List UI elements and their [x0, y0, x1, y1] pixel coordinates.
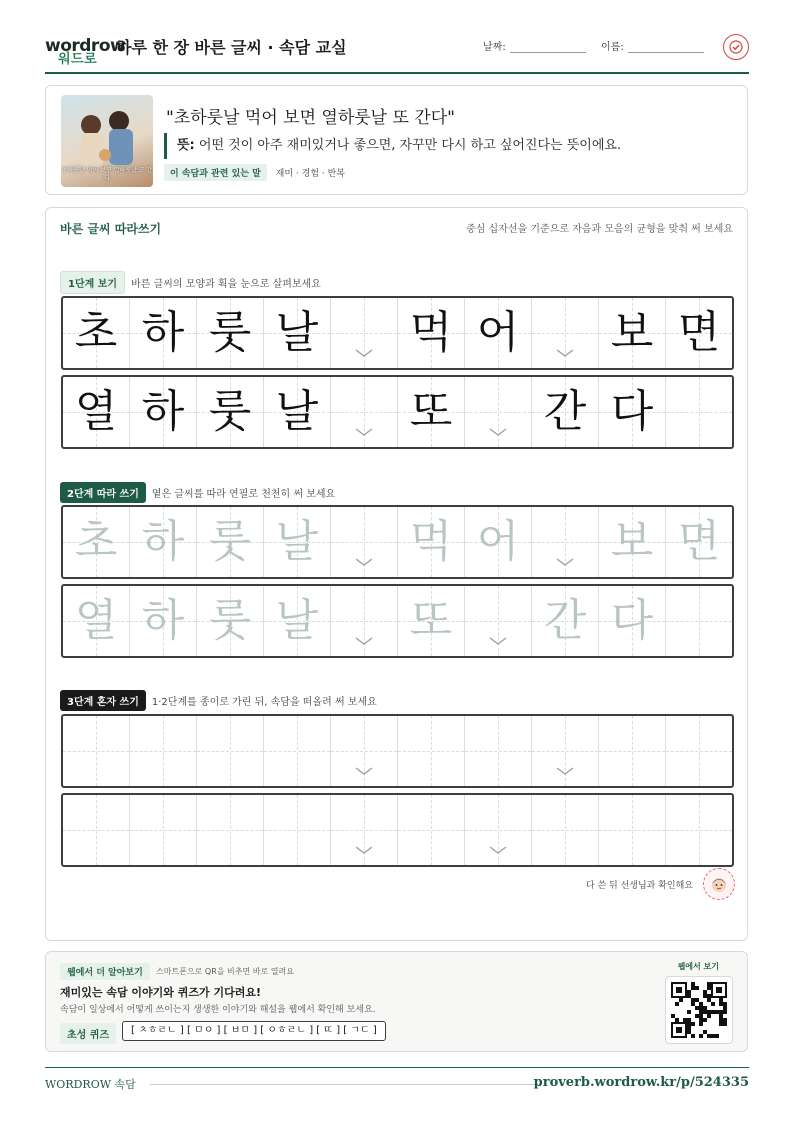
grid-cell[interactable] — [532, 586, 599, 656]
model-character: 또 — [409, 386, 453, 437]
grid-cell — [398, 377, 465, 447]
space-marker-icon — [354, 343, 374, 362]
grid-cell[interactable] — [197, 795, 264, 865]
date-field[interactable] — [483, 38, 586, 53]
grid-cell[interactable] — [666, 586, 732, 656]
grid-cell — [197, 377, 264, 447]
date-label: 날짜: — [483, 42, 506, 53]
proverb-card — [45, 85, 748, 195]
stage1-row-2 — [61, 375, 734, 449]
model-character: 열 — [74, 386, 118, 437]
grid-cell — [331, 298, 398, 368]
grid-cell — [63, 377, 130, 447]
trace-character: 열 — [74, 595, 118, 646]
grid-cell[interactable] — [398, 795, 465, 865]
grid-cell — [398, 298, 465, 368]
trace-character: 면 — [677, 516, 721, 567]
footer-url[interactable]: proverb.wordrow.kr/p/524335 — [533, 1075, 749, 1090]
trace-character: 룻 — [208, 516, 252, 567]
related-list: 재미 · 경험 · 반복 — [275, 169, 345, 179]
grid-cell — [331, 377, 398, 447]
check-stamp-icon — [723, 34, 749, 60]
model-character: 룻 — [208, 386, 252, 437]
space-marker-icon — [354, 761, 374, 780]
stage2-row-2[interactable] — [61, 584, 734, 658]
grid-cell[interactable] — [264, 795, 331, 865]
grid-cell — [532, 377, 599, 447]
qr-code-icon[interactable] — [665, 976, 733, 1044]
grid-cell[interactable] — [264, 586, 331, 656]
space-marker-icon — [555, 343, 575, 362]
logo-korean: 워드로 — [58, 52, 98, 67]
web-description: 속담이 일상에서 어떻게 쓰이는지 생생한 이야기와 해설을 웹에서 확인해 보세요. — [60, 1005, 376, 1015]
page-title: 하루 한 장 바른 글씨 · 속담 교실 — [116, 38, 347, 57]
footer-brand: WORDROW 속담 — [45, 1078, 136, 1091]
proverb-illustration — [61, 95, 153, 187]
practice-title: 바른 글씨 따라쓰기 — [60, 222, 162, 236]
grid-cell[interactable] — [63, 507, 130, 577]
grid-cell[interactable] — [130, 716, 197, 786]
meaning-text: 어떤 것이 아주 재미있거나 좋으면, 자꾸만 다시 하고 싶어진다는 뜻이에요. — [198, 138, 622, 153]
grid-cell[interactable] — [532, 507, 599, 577]
grid-cell[interactable] — [130, 586, 197, 656]
logo-wordmark: wordrow — [45, 36, 126, 56]
trace-character: 먹 — [409, 516, 453, 567]
practice-card — [45, 207, 748, 941]
proverb-meaning — [164, 133, 621, 159]
grid-cell[interactable] — [465, 716, 532, 786]
web-promo-card — [45, 951, 748, 1052]
grid-cell[interactable] — [465, 586, 532, 656]
model-character: 면 — [677, 307, 721, 358]
trace-character: 보 — [610, 516, 654, 567]
grid-cell — [130, 298, 197, 368]
model-character: 초 — [74, 307, 118, 358]
teacher-face-icon — [703, 868, 735, 900]
date-line[interactable] — [510, 41, 586, 53]
grid-cell[interactable] — [398, 716, 465, 786]
grid-cell[interactable] — [63, 586, 130, 656]
stage1-desc: 바른 글씨의 모양과 획을 눈으로 살펴보세요 — [131, 279, 321, 290]
grid-cell — [666, 377, 732, 447]
grid-cell — [465, 377, 532, 447]
web-subtext: 스마트폰으로 QR을 비추면 바로 열려요 — [156, 967, 294, 976]
grid-cell — [264, 377, 331, 447]
trace-character: 하 — [141, 595, 185, 646]
grid-cell[interactable] — [331, 586, 398, 656]
stage3-row-2[interactable] — [61, 793, 734, 867]
space-marker-icon — [488, 631, 508, 650]
page-footer — [45, 1067, 749, 1091]
grid-cell — [130, 377, 197, 447]
model-character: 간 — [543, 386, 587, 437]
trace-character: 하 — [141, 516, 185, 567]
grid-cell[interactable] — [398, 586, 465, 656]
stage1-label — [60, 271, 321, 294]
meaning-label: 뜻: — [177, 138, 195, 153]
space-marker-icon — [555, 552, 575, 571]
page-header — [45, 30, 749, 74]
stage1-badge: 1단계 보기 — [60, 271, 125, 294]
grid-cell — [264, 298, 331, 368]
grid-cell[interactable] — [398, 507, 465, 577]
stage1-row-1 — [61, 296, 734, 370]
quiz-label: 초성 퀴즈 — [60, 1023, 116, 1044]
grid-cell — [599, 298, 666, 368]
grid-cell[interactable] — [666, 507, 732, 577]
grid-cell[interactable] — [197, 586, 264, 656]
space-marker-icon — [354, 631, 374, 650]
model-character: 어 — [476, 307, 520, 358]
model-character: 보 — [610, 307, 654, 358]
proverb-text: "초하룻날 먹어 보면 열하룻날 또 간다" — [166, 108, 455, 128]
grid-cell[interactable] — [331, 795, 398, 865]
web-headline: 재미있는 속담 이야기와 퀴즈가 기다려요! — [60, 986, 261, 999]
model-character: 다 — [610, 386, 654, 437]
space-marker-icon — [555, 761, 575, 780]
grid-cell[interactable] — [197, 507, 264, 577]
related-label: 이 속담과 관련 있는 말 — [164, 164, 267, 181]
space-marker-icon — [488, 422, 508, 441]
grid-cell[interactable] — [532, 716, 599, 786]
grid-cell — [532, 298, 599, 368]
model-character: 하 — [141, 386, 185, 437]
grid-cell[interactable] — [264, 716, 331, 786]
grid-cell[interactable] — [197, 716, 264, 786]
grid-cell[interactable] — [599, 507, 666, 577]
grid-cell[interactable] — [130, 507, 197, 577]
model-character: 날 — [275, 307, 319, 358]
grid-cell[interactable] — [63, 795, 130, 865]
stage2-desc: 옅은 글씨를 따라 연필로 천천히 써 보세요 — [151, 489, 336, 500]
grid-cell — [666, 298, 732, 368]
grid-cell — [599, 377, 666, 447]
model-character: 룻 — [208, 307, 252, 358]
space-marker-icon — [354, 552, 374, 571]
model-character: 날 — [275, 386, 319, 437]
stage3-badge: 3단계 혼자 쓰기 — [60, 690, 146, 711]
trace-character: 초 — [74, 516, 118, 567]
practice-hint: 중심 십자선을 기준으로 자음과 모음의 균형을 맞춰 써 보세요 — [466, 224, 733, 235]
footer-divider — [150, 1084, 538, 1085]
grid-cell[interactable] — [599, 586, 666, 656]
space-marker-icon — [354, 422, 374, 441]
grid-cell[interactable] — [532, 795, 599, 865]
grid-cell[interactable] — [599, 795, 666, 865]
stage3-label — [60, 690, 377, 711]
grid-cell[interactable] — [465, 795, 532, 865]
trace-character: 다 — [610, 595, 654, 646]
grid-cell[interactable] — [130, 795, 197, 865]
grid-cell[interactable] — [63, 716, 130, 786]
wordrow-logo — [45, 32, 126, 67]
grid-cell[interactable] — [599, 716, 666, 786]
trace-character: 날 — [275, 595, 319, 646]
model-character: 먹 — [409, 307, 453, 358]
grid-cell[interactable] — [666, 795, 732, 865]
name-label: 이름: — [601, 42, 624, 53]
grid-cell[interactable] — [331, 716, 398, 786]
web-badge: 웹에서 더 알아보기 — [60, 963, 150, 980]
grid-cell — [465, 298, 532, 368]
stage2-label — [60, 482, 335, 503]
grid-cell[interactable] — [331, 507, 398, 577]
trace-character: 룻 — [208, 595, 252, 646]
trace-character: 또 — [409, 595, 453, 646]
space-marker-icon — [354, 840, 374, 859]
grid-cell[interactable] — [666, 716, 732, 786]
grid-cell — [63, 298, 130, 368]
stage2-badge: 2단계 따라 쓰기 — [60, 482, 146, 503]
qr-label: 웹에서 보기 — [677, 962, 719, 971]
grid-cell[interactable] — [264, 507, 331, 577]
grid-cell — [197, 298, 264, 368]
stage2-row-1[interactable] — [61, 505, 734, 579]
trace-character: 날 — [275, 516, 319, 567]
trace-character: 어 — [476, 516, 520, 567]
grid-cell[interactable] — [465, 507, 532, 577]
related-words — [164, 164, 345, 181]
stage3-row-1[interactable] — [61, 714, 734, 788]
stage3-desc: 1·2단계를 종이로 가린 뒤, 속담을 떠올려 써 보세요 — [151, 697, 377, 708]
teacher-check-note: 다 쓴 뒤 선생님과 확인해요 — [585, 881, 693, 891]
chosung-quiz: [ ㅊㅎㄹㄴ ] [ ㅁㅇ ] [ ㅂㅁ ] [ ㅇㅎㄹㄴ ] [ ㄸ ] [ ㄱㄷ ] — [122, 1021, 386, 1041]
space-marker-icon — [488, 840, 508, 859]
model-character: 하 — [141, 307, 185, 358]
name-line[interactable] — [628, 41, 704, 53]
trace-character: 간 — [543, 595, 587, 646]
illustration-caption: 초하룻날 먹어 보면 열하룻날 또 간다 — [61, 167, 153, 182]
name-field[interactable] — [601, 38, 704, 53]
